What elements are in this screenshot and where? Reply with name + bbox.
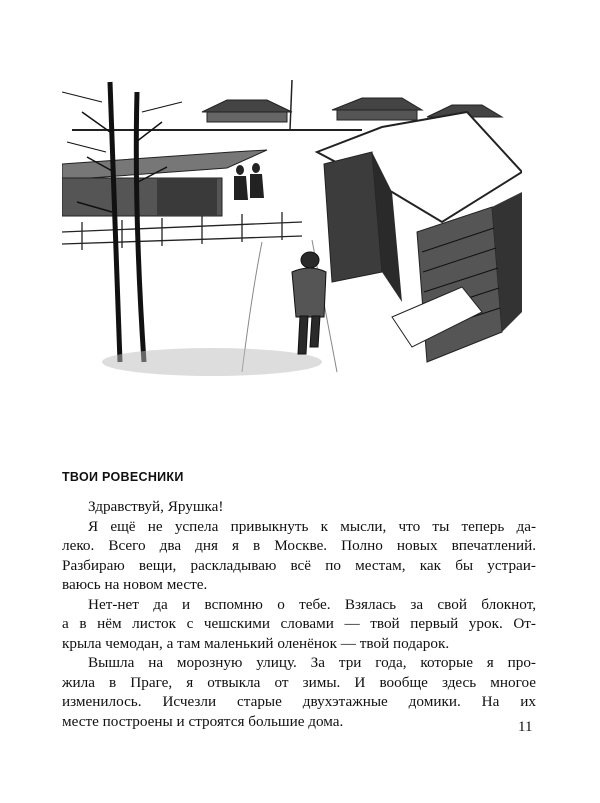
text-line: Разбираю вещи, раскладываю всё по местам, как бы устраи-: [62, 556, 536, 574]
paragraph: [62, 653, 536, 731]
text-line: а в нём листок с чешскими словами — твой первый урок. От-: [62, 615, 536, 632]
text-line: Здравствуй, Ярушка!: [88, 498, 224, 515]
paragraph: [62, 497, 536, 517]
text-line: леко. Всего два дня я в Москве. Полно новых впечатлений.: [62, 537, 536, 554]
letter-text: [62, 497, 536, 731]
text-line: Нет-нет да и вспомню о тебе. Взялась за свой блокнот,: [88, 595, 536, 613]
paragraph: [62, 517, 536, 595]
text-line: крыла чемодан, а там маленький оленёнок — твой подарок.: [62, 634, 450, 652]
text-line: жила в Праге, я отвыкла от зимы. И вообще здесь многое: [62, 673, 536, 691]
text-line: изменилось. Исчезли старые двухэтажные домики. На их: [62, 693, 536, 710]
text-line: ваюсь на новом месте.: [62, 576, 208, 593]
paragraph: [62, 595, 536, 654]
chapter-heading: ТВОИ РОВЕСНИКИ: [62, 470, 184, 484]
winter-street-illustration: [62, 72, 522, 412]
text-line: Я ещё не успела привыкнуть к мысли, что ты теперь да-: [88, 517, 536, 535]
text-line: Вышла на морозную улицу. За три года, которые я про-: [88, 654, 536, 671]
page-number: 11: [518, 719, 533, 735]
text-line: месте построены и строятся большие дома.: [62, 712, 344, 730]
